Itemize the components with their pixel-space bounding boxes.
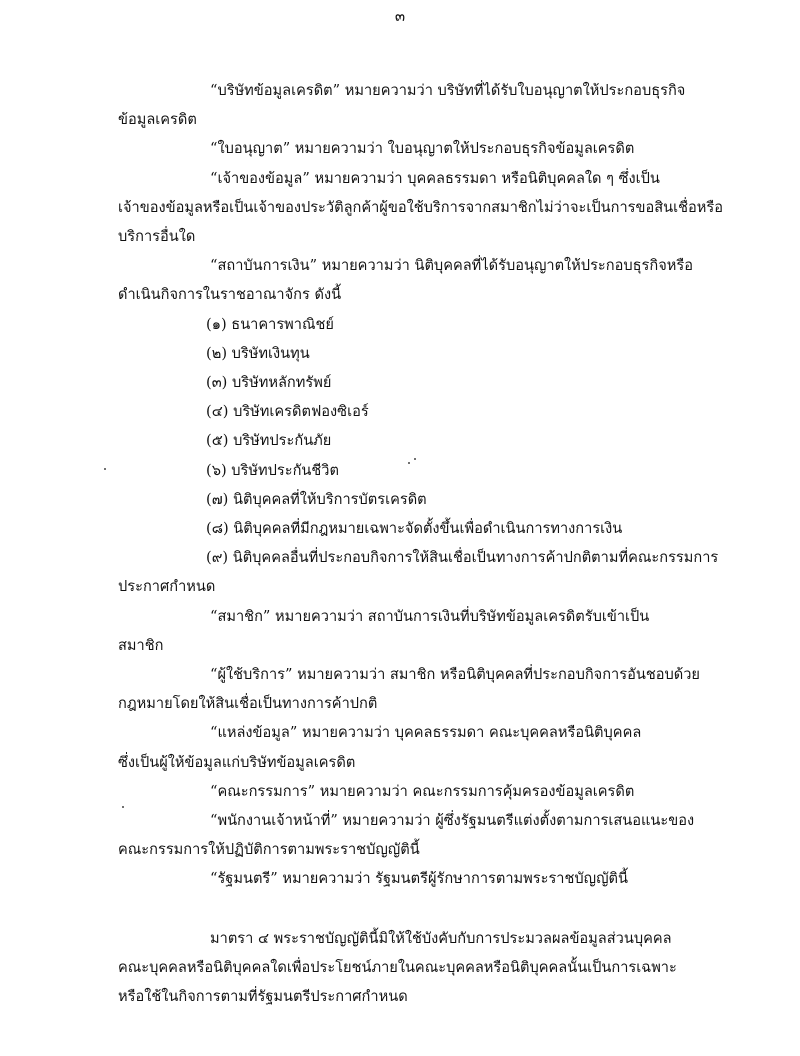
definition-data-source: “แหล่งข้อมูล” หมายความว่า บุคคลธรรมดา คณะบุคคลหรือนิติบุคคล [210,724,642,742]
definition-committee: “คณะกรรมการ” หมายความว่า คณะกรรมการคุ้มครองข้อมูลเครดิต [210,782,635,800]
list-item: (๙) นิติบุคคลอื่นที่ประกอบกิจการให้สินเชื่อเป็นทางการค้าปกติตามที่คณะกรรมการ [206,549,719,567]
definition-continuation: ซึ่งเป็นผู้ให้ข้อมูลแก่บริษัทข้อมูลเครดิต [118,753,356,771]
definition-continuation: ข้อมูลเครดิต [118,111,197,129]
definition-license: “ใบอนุญาต” หมายความว่า ใบอนุญาตให้ประกอบธุรกิจข้อมูลเครดิต [210,140,635,158]
definition-continuation: ดำเนินกิจการในราชอาณาจักร ดังนี้ [118,286,342,304]
page-number: ๓ [394,7,406,25]
list-item: (๑) ธนาคารพาณิชย์ [206,315,334,333]
definition-continuation: บริการอื่นใด [118,228,196,246]
definition-continuation: กฎหมายโดยให้สินเชื่อเป็นทางการค้าปกติ [118,695,378,713]
scan-speck [408,462,410,464]
definition-member: “สมาชิก” หมายความว่า สถาบันการเงินที่บริษัทข้อมูลเครดิตรับเข้าเป็น [210,607,650,625]
list-item: (๘) นิติบุคคลที่มีกฎหมายเฉพาะจัดตั้งขึ้นเพื่อดำเนินการทางการเงิน [206,520,623,538]
list-continuation: ประกาศกำหนด [118,578,216,596]
definition-data-owner: “เจ้าของข้อมูล” หมายความว่า บุคคลธรรมดา หรือนิติบุคคลใด ๆ ซึ่งเป็น [210,169,660,187]
definition-official: “พนักงานเจ้าหน้าที่” หมายความว่า ผู้ซึ่งรัฐมนตรีแต่งตั้งตามการเสนอแนะของ [210,812,695,830]
definition-financial-institution: “สถาบันการเงิน” หมายความว่า นิติบุคคลที่ได้รับอนุญาตให้ประกอบธุรกิจหรือ [210,257,693,275]
definition-continuation: คณะกรรมการให้ปฏิบัติการตามพระราชบัญญัตินี้ [118,841,420,859]
list-item: (๓) บริษัทหลักทรัพย์ [206,374,332,392]
section-4-heading: มาตรา ๔ พระราชบัญญัตินี้มิให้ใช้บังคับกับการประมวลผลข้อมูลส่วนบุคคล [210,929,672,947]
list-item: (๕) บริษัทประกันภัย [206,432,332,450]
section-4-continuation: หรือใช้ในกิจการตามที่รัฐมนตรีประกาศกำหนด [118,988,408,1006]
definition-credit-bureau: “บริษัทข้อมูลเครดิต” หมายความว่า บริษัทที่ได้รับใบอนุญาตให้ประกอบธุรกิจ [210,82,686,99]
section-4-continuation: คณะบุคคลหรือนิติบุคคลใดเพื่อประโยชน์ภายในคณะบุคคลหรือนิติบุคคลนั้นเป็นการเฉพาะ [118,958,677,976]
list-item: (๗) นิติบุคคลที่ให้บริการบัตรเครดิต [206,490,427,508]
scan-speck [122,806,124,808]
scan-speck [414,458,416,460]
list-item: (๔) บริษัทเครดิตฟองซิเอร์ [206,403,369,421]
document-body [118,76,723,1011]
section-spacer [118,894,718,924]
definition-minister: “รัฐมนตรี” หมายความว่า รัฐมนตรีผู้รักษาการตามพระราชบัญญัตินี้ [210,870,628,888]
definition-continuation: เจ้าของข้อมูลหรือเป็นเจ้าของประวัติลูกค้าผู้ขอใช้บริการจากสมาชิกไม่ว่าจะเป็นการขอสินเชื่อหรือ [118,198,723,216]
definition-service-user: “ผู้ใช้บริการ” หมายความว่า สมาชิก หรือนิติบุคคลที่ประกอบกิจการอันชอบด้วย [210,666,700,684]
scan-speck [104,468,106,470]
definition-continuation: สมาชิก [118,636,164,654]
list-item: (๖) บริษัทประกันชีวิต [206,461,339,479]
list-item: (๒) บริษัทเงินทุน [206,344,310,362]
